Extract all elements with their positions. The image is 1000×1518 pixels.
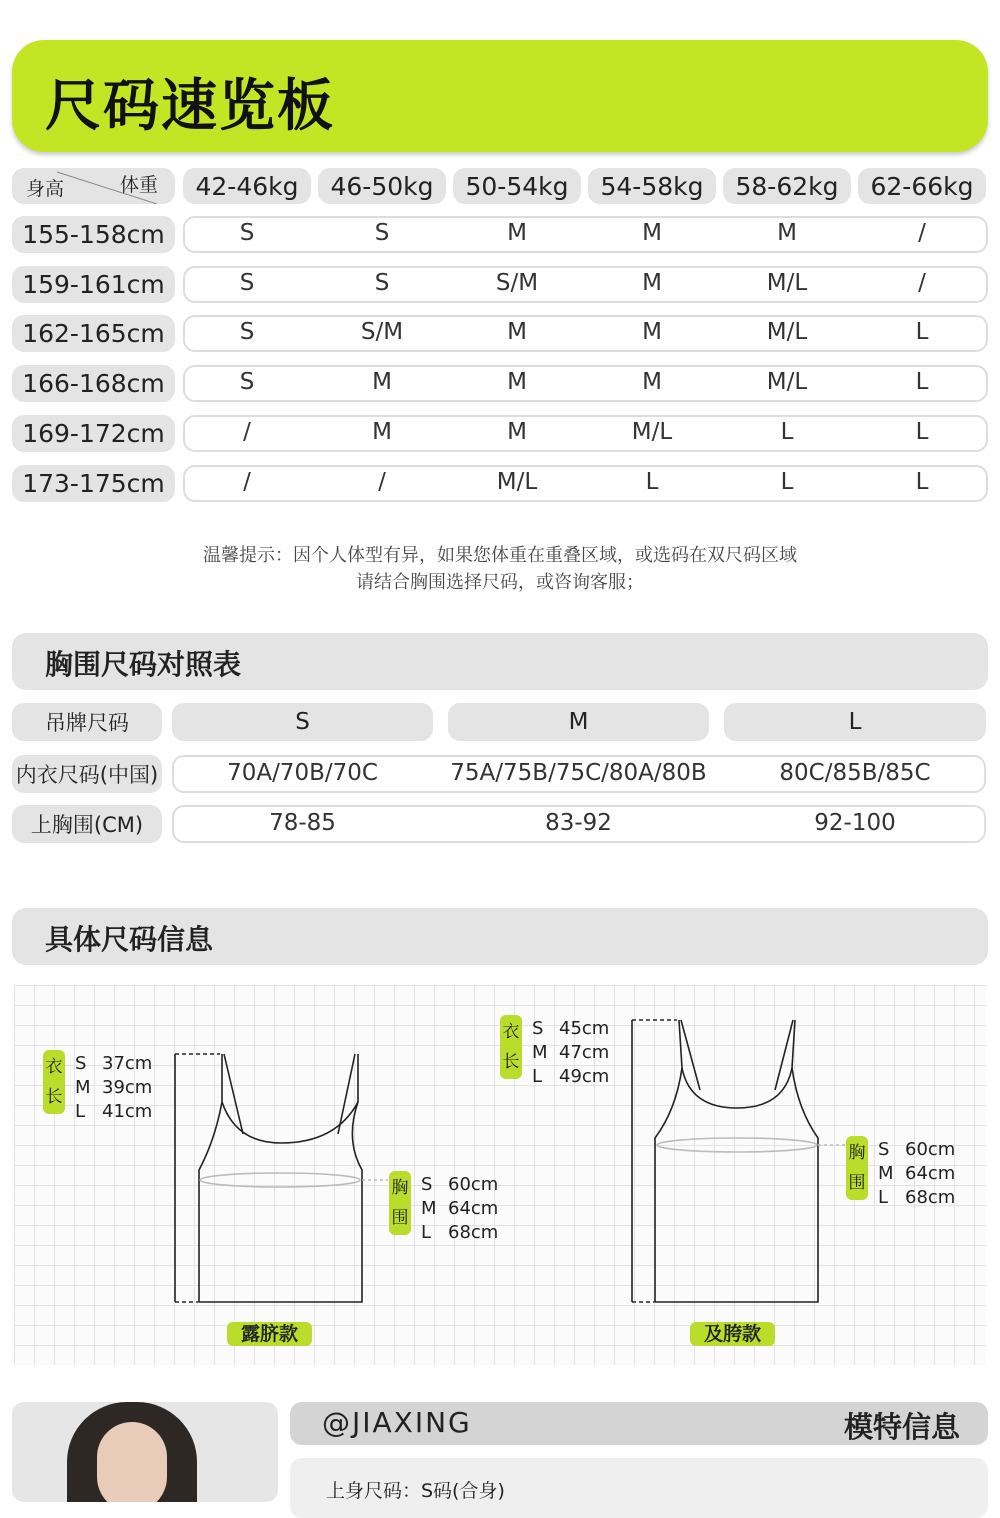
bust-cell: 92-100 <box>814 810 896 836</box>
size-cell: S <box>239 319 255 346</box>
hip-length-tag <box>500 1015 522 1079</box>
cropped-bust-tag <box>389 1171 411 1235</box>
hip-length-value: 49cm <box>559 1066 610 1087</box>
tag-size-header: M <box>448 703 709 741</box>
size-cell: L <box>915 319 929 346</box>
size-cell: M <box>507 418 527 445</box>
height-label: 162-165cm <box>12 315 175 352</box>
size-cell: M/L <box>766 269 808 296</box>
cropped-length-value: 39cm <box>102 1077 153 1098</box>
corner-weight: 体重 <box>120 174 159 196</box>
weight-header: 42-46kg <box>183 168 311 204</box>
hip-bust-tag <box>846 1136 868 1200</box>
bust-cell: 78-85 <box>269 810 336 836</box>
height-label: 155-158cm <box>12 216 175 253</box>
bust-cell: 75A/75B/75C/80A/80B <box>450 760 707 786</box>
hip-top-outline <box>632 1020 845 1302</box>
size-cell: M <box>507 319 527 346</box>
tag-size-header: L <box>724 703 986 741</box>
hip-bust-value: 68cm <box>905 1187 956 1208</box>
size-cell: L <box>780 418 794 445</box>
size-cell: M/L <box>766 319 808 346</box>
model-info-title: 模特信息 <box>843 1410 960 1444</box>
size-cell: L <box>915 369 929 396</box>
size-cell: S <box>239 369 255 396</box>
height-label: 166-168cm <box>12 365 175 402</box>
cropped-bust-size: L <box>421 1222 432 1243</box>
size-cell: S/M <box>360 319 404 346</box>
size-cell: / <box>918 220 926 246</box>
cropped-length-value: 37cm <box>102 1053 153 1074</box>
cropped-bust-value: 68cm <box>448 1222 499 1243</box>
height-label: 159-161cm <box>12 266 175 303</box>
bust-row-label: 内衣尺码(中国) <box>12 755 162 793</box>
size-cell: / <box>243 468 251 495</box>
cropped-length-size: S <box>75 1053 87 1074</box>
bust-cell: 70A/70B/70C <box>227 760 378 786</box>
size-cell: S/M <box>495 269 539 296</box>
size-cell: M <box>642 319 662 346</box>
style-label-cropped: 露脐款 <box>227 1322 312 1346</box>
hip-length-value: 45cm <box>559 1018 610 1039</box>
size-cell: M <box>507 369 527 396</box>
size-cell: M/L <box>496 468 538 495</box>
size-cell: L <box>645 468 659 495</box>
model-info-box <box>290 1458 988 1518</box>
size-cell: / <box>243 418 251 445</box>
height-label: 169-172cm <box>12 415 175 452</box>
cropped-bust-value: 60cm <box>448 1174 499 1195</box>
section-title: 具体尺码信息 <box>45 923 214 956</box>
size-cell: M <box>642 369 662 396</box>
hip-bust-size: S <box>878 1139 890 1160</box>
size-cell: S <box>374 269 390 296</box>
corner-height: 身高 <box>26 178 65 200</box>
cropped-length-value: 41cm <box>102 1101 153 1122</box>
hip-length-size: L <box>532 1066 543 1087</box>
tag-size-label: 吊牌尺码 <box>12 703 162 741</box>
size-cell: M <box>507 220 527 246</box>
model-header <box>290 1402 988 1445</box>
hip-length-size: M <box>532 1042 548 1063</box>
hip-bust-size: L <box>878 1187 889 1208</box>
hip-length-size: S <box>532 1018 544 1039</box>
cropped-length-size: M <box>75 1077 91 1098</box>
size-cell: / <box>918 269 926 296</box>
model-handle: @JIAXING <box>322 1406 472 1439</box>
size-cell: M <box>642 269 662 296</box>
tag-size-header: S <box>172 703 433 741</box>
model-photo <box>12 1402 278 1502</box>
size-cell: S <box>239 220 255 246</box>
hip-bust-value: 60cm <box>905 1139 956 1160</box>
cropped-length-tag <box>43 1050 65 1114</box>
size-cell: L <box>780 468 794 495</box>
hip-bust-value: 64cm <box>905 1163 956 1184</box>
model-top-size: 上身尺码：S码(合身) <box>326 1480 505 1502</box>
tag-text: 胸围 <box>848 1143 866 1193</box>
tag-text: 胸围 <box>391 1178 409 1228</box>
size-cell: M <box>372 418 392 445</box>
tag-text: 衣长 <box>45 1057 63 1107</box>
size-cell: M/L <box>631 418 673 445</box>
cropped-bust-size: S <box>421 1174 433 1195</box>
cropped-bust-value: 64cm <box>448 1198 499 1219</box>
size-cell: S <box>239 269 255 296</box>
size-cell: L <box>915 468 929 495</box>
size-cell: L <box>915 418 929 445</box>
cropped-length-size: L <box>75 1101 86 1122</box>
hip-length-value: 47cm <box>559 1042 610 1063</box>
weight-header: 58-62kg <box>723 168 851 204</box>
size-cell: M <box>372 369 392 396</box>
size-cell: M/L <box>766 369 808 396</box>
size-cell: / <box>378 468 386 495</box>
weight-header: 46-50kg <box>318 168 446 204</box>
bust-row-label: 上胸围(CM) <box>12 805 162 843</box>
tip-line-2: 请结合胸围选择尺码，或咨询客服； <box>356 572 644 593</box>
tag-text: 衣长 <box>502 1022 520 1072</box>
weight-header: 54-58kg <box>588 168 716 204</box>
size-cell: S <box>374 220 390 246</box>
height-label: 173-175cm <box>12 465 175 502</box>
cropped-top-outline <box>175 1054 388 1302</box>
section-title: 胸围尺码对照表 <box>45 648 242 681</box>
weight-header: 50-54kg <box>453 168 581 204</box>
size-cell: M <box>777 220 797 246</box>
bust-cell: 83-92 <box>545 810 612 836</box>
page-title: 尺码速览板 <box>45 74 335 139</box>
size-cell: M <box>642 220 662 246</box>
weight-header: 62-66kg <box>858 168 986 204</box>
style-label-hip: 及胯款 <box>690 1322 775 1346</box>
cropped-bust-size: M <box>421 1198 437 1219</box>
bust-cell: 80C/85B/85C <box>779 760 931 786</box>
tip-line-1: 温馨提示：因个人体型有异，如果您体重在重叠区域，或选码在双尺码区域 <box>203 545 797 566</box>
hip-bust-size: M <box>878 1163 894 1184</box>
